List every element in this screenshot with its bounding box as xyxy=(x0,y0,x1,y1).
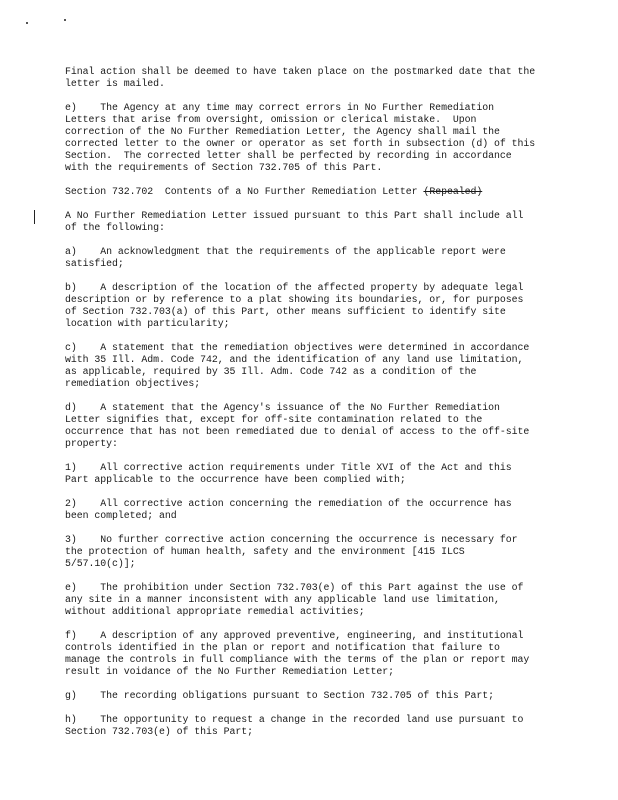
paragraph-p-heading xyxy=(65,186,555,198)
text-line: of the following: xyxy=(65,222,165,233)
text-line: Final action shall be deemed to have taken place on the postmarked date that the xyxy=(65,66,536,77)
paragraph-p-c xyxy=(65,342,555,390)
text-line: 2) All corrective action concerning the remediation of the occurrence has xyxy=(65,498,512,509)
text-line: h) The opportunity to request a change in the recorded land use pursuant to xyxy=(65,714,524,725)
text-line: remediation objectives; xyxy=(65,378,201,389)
text-line: corrected letter to the owner or operator as set forth in subsection (d) of this xyxy=(65,138,536,149)
text-line: any site in a manner inconsistent with any applicable land use limitation, xyxy=(65,594,500,605)
paragraph-p-1 xyxy=(65,462,555,486)
text-line: 5/57.10(c)]; xyxy=(65,558,136,569)
text-line: satisfied; xyxy=(65,258,124,269)
text-line: manage the controls in full compliance with the terms of the plan or report may xyxy=(65,654,530,665)
text-line: b) A description of the location of the affected property by adequate legal xyxy=(65,282,524,293)
text-line: Section 732.703(e) of this Part; xyxy=(65,726,254,737)
text-line: correction of the No Further Remediation Letter, the Agency shall mail the xyxy=(65,126,500,137)
text-line: description or by reference to a plat showing its boundaries, or, for purposes xyxy=(65,294,524,305)
paragraph-p-final-action xyxy=(65,66,555,90)
paragraph-p-a xyxy=(65,246,555,270)
text-line: of Section 732.703(a) of this Part, other means sufficient to identify site xyxy=(65,306,506,317)
paragraph-p-d xyxy=(65,402,555,450)
paragraph-p-2 xyxy=(65,498,555,522)
text-line: c) A statement that the remediation objectives were determined in accordance xyxy=(65,342,530,353)
text-line: result in voidance of the No Further Remediation Letter; xyxy=(65,666,395,677)
text-line: Letters that arise from oversight, omission or clerical mistake. Upon xyxy=(65,114,477,125)
paragraph-p-h xyxy=(65,714,555,738)
text-line: Part applicable to the occurrence have been complied with; xyxy=(65,474,406,485)
text-line: g) The recording obligations pursuant to Section 732.705 of this Part; xyxy=(65,690,494,701)
text-line: with 35 Ill. Adm. Code 742, and the identification of any land use limitation, xyxy=(65,354,524,365)
text-line: location with particularity; xyxy=(65,318,230,329)
text-line: the protection of human health, safety and the environment [415 ILCS xyxy=(65,546,465,557)
text-line: occurrence that has not been remediated due to denial of access to the off-site xyxy=(65,426,530,437)
text-line: been completed; and xyxy=(65,510,177,521)
scan-speck xyxy=(64,19,66,21)
text-line: with the requirements of Section 732.705 of this Part. xyxy=(65,162,383,173)
paragraph-p-g xyxy=(65,690,555,702)
text-line: f) A description of any approved preventive, engineering, and institutional xyxy=(65,630,524,641)
text-line: e) The prohibition under Section 732.703(e) of this Part against the use of xyxy=(65,582,524,593)
text-line: e) The Agency at any time may correct errors in No Further Remediation xyxy=(65,102,494,113)
revision-margin-bar xyxy=(34,210,35,224)
text-line: 1) All corrective action requirements under Title XVI of the Act and this xyxy=(65,462,512,473)
document-text xyxy=(65,66,555,750)
text-line: as applicable, required by 35 Ill. Adm. Code 742 as a condition of the xyxy=(65,366,477,377)
text-line: property: xyxy=(65,438,118,449)
paragraph-p-3 xyxy=(65,534,555,570)
struck-text: (Repealed) xyxy=(423,186,483,197)
section-heading: Section 732.702 Contents of a No Further Remediation Letter xyxy=(65,186,424,197)
paragraph-p-e2 xyxy=(65,582,555,618)
text-line: Section. The corrected letter shall be perfected by recording in accordance xyxy=(65,150,512,161)
scan-speck xyxy=(26,22,28,24)
paragraph-p-intro xyxy=(65,210,555,234)
text-line: without additional appropriate remedial activities; xyxy=(65,606,365,617)
text-line: a) An acknowledgment that the requirements of the applicable report were xyxy=(65,246,506,257)
text-line: controls identified in the plan or report and notification that failure to xyxy=(65,642,500,653)
text-line: A No Further Remediation Letter issued pursuant to this Part shall include all xyxy=(65,210,524,221)
text-line: d) A statement that the Agency's issuance of the No Further Remediation xyxy=(65,402,500,413)
text-line: Letter signifies that, except for off-site contamination related to the xyxy=(65,414,483,425)
paragraph-p-f xyxy=(65,630,555,678)
paragraph-p-b xyxy=(65,282,555,330)
text-line: 3) No further corrective action concerning the occurrence is necessary for xyxy=(65,534,518,545)
text-line: letter is mailed. xyxy=(65,78,165,89)
paragraph-p-e xyxy=(65,102,555,174)
